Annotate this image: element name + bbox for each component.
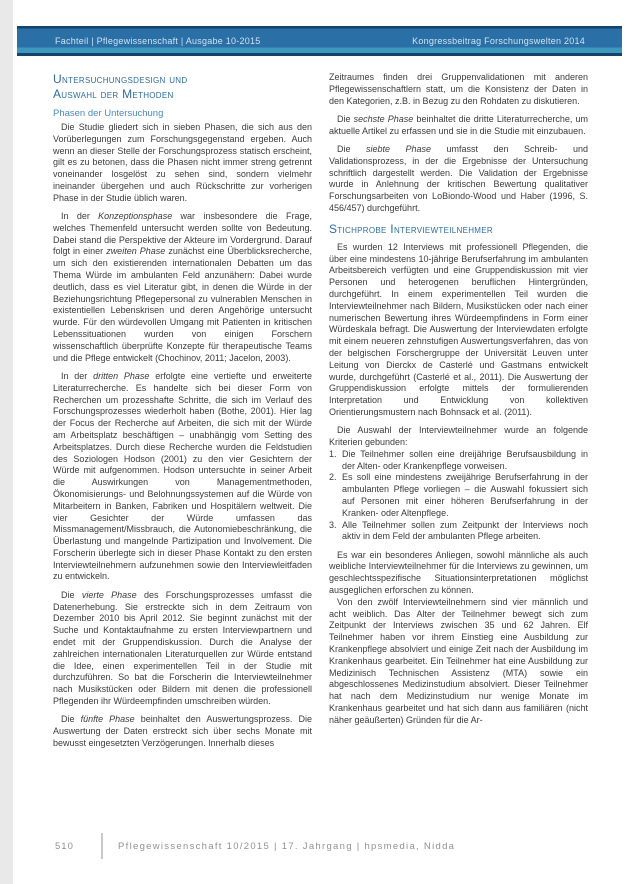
page-number: 510: [55, 840, 74, 852]
article-body: [53, 72, 588, 756]
left-column-paragraphs: [53, 122, 312, 750]
page-left-margin: [0, 0, 13, 884]
right-column-paragraphs-mid: [329, 242, 588, 449]
paragraph: Es war ein besonderes Anliegen, sowohl männliche als auch weibliche Interviewteilnehmer für die Interviews zu gewinnen, um geschlechtsspezifische Situationsinterpretationen möglichst ausgeglichen erforschen zu können.: [329, 549, 588, 596]
page-footer: [55, 833, 588, 859]
right-column-paragraphs-bottom: [329, 550, 588, 727]
paragraph: Die Studie gliedert sich in sieben Phasen, die sich aus den Vorüberlegungen zum Forschungsgegenstand ergeben. Auch wenn an dieser Stelle der Forschungsprozess statisch erscheint, gilt es zu betonen, dass die Phasen nicht immer streng getrennt voneinander losgelöst zu sehen sind, sondern vielmehr ineinander übergehen und auch Rückschritte zur vorherigen Phase in der Studie üblich waren.: [53, 122, 312, 203]
paragraph: Die Auswahl der Interviewteilnehmer wurde an folgende Kriterien gebunden:: [329, 425, 588, 448]
right-column-paragraphs-top: [329, 72, 588, 215]
paragraph: Es wurden 12 Interviews mit professionell Pflegenden, die über eine mindestens 10-jährige Berufserfahrung im ambulanten Arbeitsbereich verfügten und eine Gruppendiskussion mit vier Personen und heterogenen beruflichen Hintergründen, durchgeführt. In einem experimentellen Teil wurden die Interviewteilnehmer nach Bildern, Musikstücken oder nach einer numerischen Bewertung ihres Würdeempfindens in Form einer Würdeskala befragt. Die Auswertung der Interviewdaten erfolgte mit einem neueren zehnstufigen Auswertungsverfahren, das von der belgischen Forschergruppe der Universität Leuven unter Leitung von Dierckx de Casterlé und Gastmans entwickelt wurde, durchgeführt (Casterlé et al., 2011). Die Auswertung der Gruppendiskussion erfolgte mittels der formulierenden Interpretation und Entwicklung von kollektiven Orientierungsmustern nach Bohnsack et al. (2011).: [329, 241, 588, 417]
footer-divider: [101, 833, 103, 859]
subsection-heading-phasen: Phasen der Untersuchung: [53, 108, 164, 119]
right-column: [329, 72, 588, 756]
criteria-item: [329, 449, 588, 473]
header-issue-label: Kongressbeitrag Forschungswelten 2014: [412, 36, 585, 46]
criteria-item: [329, 520, 588, 544]
header-bar: [17, 26, 622, 56]
criteria-text: Alle Teilnehmer sollen zum Zeitpunkt der Interviews noch aktiv in dem Feld der ambulanten Pflege arbeiten.: [342, 519, 588, 542]
criteria-text: Es soll eine mindestens zweijährige Berufserfahrung in der ambulanten Pflege vorliegen – die Auswahl fokussiert sich auf Personen mit einer höheren Berufserfahrung in der Kranken- oder Altenpflege.: [342, 472, 588, 518]
left-column: [53, 72, 312, 756]
section-heading-stichprobe: Stichprobe Interviewteilnehmer: [329, 221, 493, 236]
criteria-number: 1.: [329, 448, 337, 459]
criteria-list: [329, 449, 588, 543]
paragraph: Zeitraumes finden drei Gruppenvalidationen mit anderen Pflegewissenschaftlern statt, um die Konsistenz der Daten in den Kategorien, z.B. in Bezug zu den Rohdaten zu diskutieren.: [329, 72, 588, 106]
paragraph: In der dritten Phase erfolgte eine vertiefte und erweiterte Literaturrecherche. Es handelte sich bei dieser Form von Recherchen um prozesshafte Schritte, die sich im Verlauf des Forschungsprozesses wiederholt haben (Bothe, 2001). Hier lag der Focus der Recherche auf Arbeiten, die sich mit der Würde am Arbeitsplatz beschäftigen – unabhängig vom Setting des Arbeitsplatzes. Durch diese Recherche wurden die Feldstudien des Soziologen Hodson (2001) zu den vier Gesichtern der Würde mit aufgenommen. Hodson untersuchte in seiner Arbeit die Auswirkungen von Managementmethoden, Ökonomisierungs- und Belohnungssystemen auf die Würde von Mitarbeitern in Banken, Fabriken und Hospitälern weltweit. Die vier Gesichter der Würde umfassen das Missmanagement/Missbrauch, die Autonomiebeschränkung, die Überlastung und mangelnde Partizipation und Involvement. Die Forscherin überlegte sich in dieser Phase Kontakt zu den ersten Interviewteilnehmern aufzunehmen sowie den Interviewleitfaden zu entwickeln.: [53, 370, 312, 582]
paragraph: In der Konzeptionsphase war insbesondere die Frage, welches Themenfeld untersucht werden sollte von Bedeutung. Dabei stand die Perspektive der Akteure im Vordergrund. Darauf folgt in einer zweiten Phase zunächst eine Überblicksrecherche, um sich den existierenden internationalen Debatten um das Thema Würde im ambulanten Feld anzunähern: Dabei wurde deutlich, dass es viel Literatur gibt, in denen die Würde in der Beziehungsrichtung Pflegepersonal zu vulnerablen Menschen in existentiellen Lebenskrisen und deren Angehörige untersucht wurde. Für den würdevollen Umgang mit Patienten in kritischen Lebenssituationen wurden von einigen Forschern wissenschaftlich überprüfte Konzepte für therapeutische Teams und die Pflege entwickelt (Chochinov, 2011; Jacelon, 2003).: [53, 211, 313, 363]
criteria-item: [329, 472, 588, 519]
section-heading-untersuchungsdesign: [53, 72, 312, 102]
section-heading-line2: Auswahl der Methoden: [53, 87, 174, 101]
criteria-text: Die Teilnehmer sollen eine dreijährige Berufsausbildung in der Alten- oder Krankenpflege vorweisen.: [342, 448, 588, 471]
criteria-number: 3.: [329, 519, 337, 530]
paragraph: Die sechste Phase beinhaltet die dritte Literaturrecherche, um aktuelle Artikel zu erfassen und sie in die Studie mit einzubauen.: [329, 113, 589, 136]
journal-info-line: Pflegewissenschaft 10/2015 | 17. Jahrgang | hpsmedia, Nidda: [118, 840, 456, 852]
section-heading-line1: Untersuchungsdesign und: [53, 72, 188, 86]
paragraph: Die vierte Phase des Forschungsprozesses umfasst die Datenerhebung. Sie erstreckte sich in dem Zeitraum von Dezember 2010 bis April 2012. Sie beginnt zunächst mit der Suche und Kontaktaufnahme zu ersten Interviewpartnern und endet mit der Gruppendiskussion. Durch die Analyse der zahlreichen internationalen Literaturquellen zur Würde entstand die Idee, einen experimentellen Teil in der Studie mit durchzuführen. So bat die Forscherin die Interviewteilnehmer nach Musikstücken oder Bildern mit denen die professionell Pflegenden ihr Würdeempfinden umschreiben würden.: [53, 589, 312, 706]
paragraph: Von den zwölf Interviewteilnehmern sind vier männlich und acht weiblich. Das Alter der Teilnehmer bewegt sich zum Zeitpunkt der Interviews zwischen 35 und 62 Jahren. Elf Teilnehmer haben vor ihrem Einstieg eine Ausbildung zur Krankenpflege absolviert und einige Zeit nach der Ausbildung im Krankenhaus gearbeitet. Ein Teilnehmer hat eine Ausbildung zur Medizinisch Technischen Assistenz (MTA) sowie ein abgeschlossenes Medizinstudium absolviert. Dieser Teilnehmer hat nach dem Medizinstudium nur wenige Monate im Krankenhaus gearbeitet und hat sich dann aus familiären (nicht näher geäußerten) Gründen für die Ar-: [329, 596, 588, 725]
criteria-number: 2.: [329, 472, 337, 483]
paragraph: Die fünfte Phase beinhaltet den Auswertungsprozess. Die Auswertung der Daten erstreckt sich über sechs Monate mit bewusst eingesetzten Verzögerungen. Innerhalb dieses: [53, 714, 312, 748]
header-section-label: Fachteil | Pflegewissenschaft | Ausgabe 10-2015: [55, 36, 261, 46]
paragraph: Die siebte Phase umfasst den Schreib- und Validationsprozess, in der die Ergebnisse der Untersuchung schriftlich dargestellt werden. Die Validation der Ergebnisse wurde in Anlehnung der kritischen Bewertung qualitativer Forschungsarbeiten von LoBiondo-Wood und Haber (1996, S. 456/457) durchgeführt.: [329, 143, 588, 213]
